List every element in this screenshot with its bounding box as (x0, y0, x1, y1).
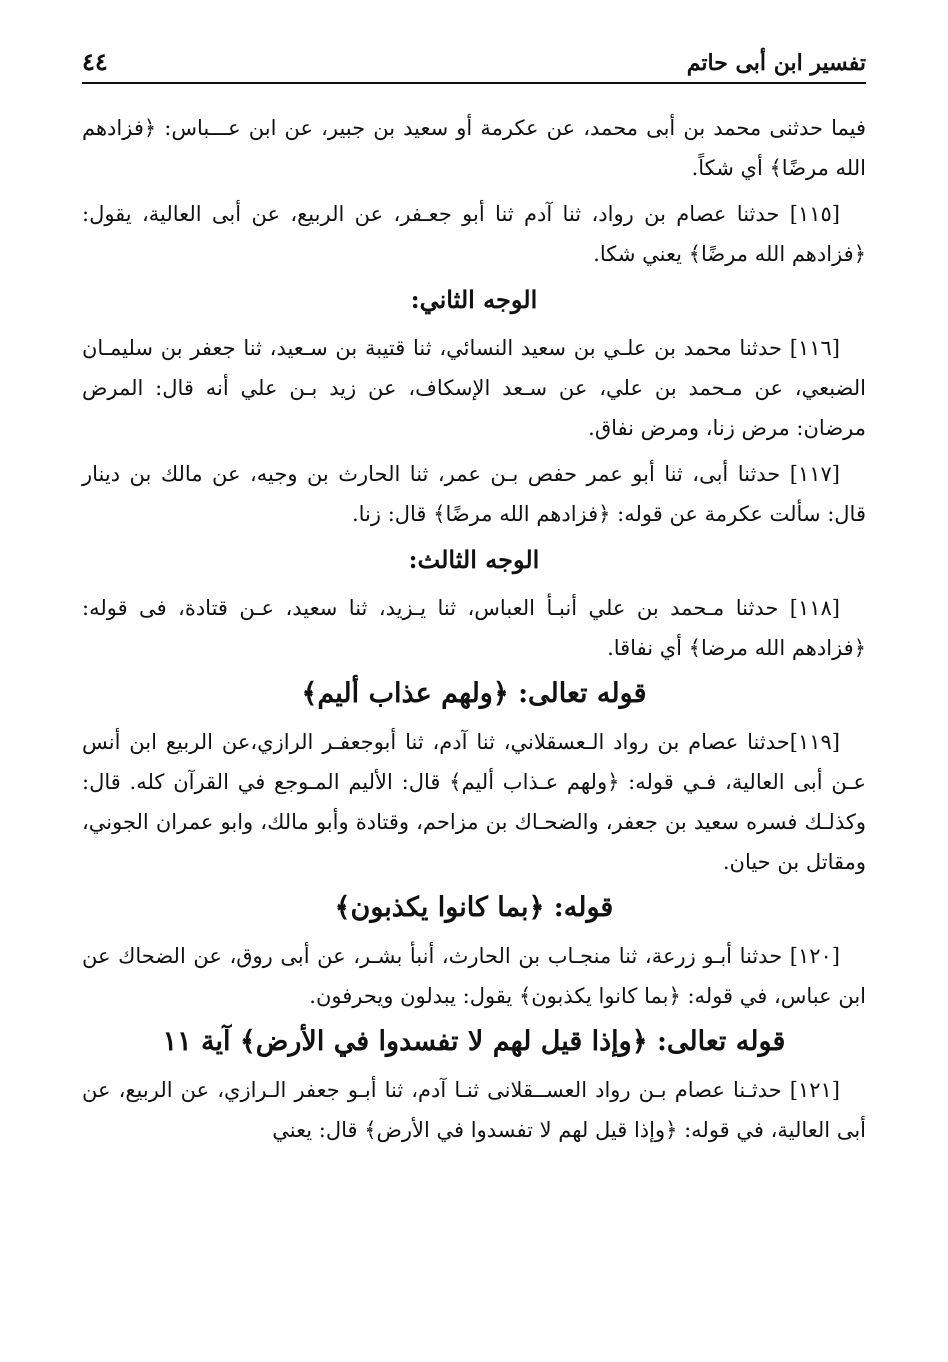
paragraph-120: [١٢٠] حدثنا أبـو زرعة، ثنا منجـاب بن الحارث، أنبأ بشـر، عن أبى روق، عن الضحاك عن ابن عباس، في قوله: ﴿بما كانوا يكذبون﴾ يقول: يبدلون ويحرفون. (82, 944, 866, 1008)
paragraph-115: [١١٥] حدثنا عصام بن رواد، ثنا آدم ثنا أبو جعـفر، عن الربيع، عن أبى العالية، يقول: ﴿فزادهم الله مرضًا﴾ يعني شكا. (82, 202, 866, 266)
running-title: تفسير ابن أبى حاتم (686, 50, 866, 76)
paragraph-continued: فيما حدثنى محمد بن أبى محمد، عن عكرمة أو سعيد بن جبير، عن ابن عـــباس: ﴿فزادهم الله مرضًا﴾ أي شكاً. (82, 116, 866, 180)
heading-third-aspect: الوجه الثالث: (408, 545, 540, 574)
heading-painful-punishment: قوله تعالى: ﴿ولهم عذاب أليم﴾ (301, 678, 647, 709)
page-number: ٤٤ (82, 47, 108, 76)
heading-ayah-11: قوله تعالى: ﴿وإذا قيل لهم لا تفسدوا في الأرض﴾ آية ١١ (162, 1026, 786, 1057)
running-header (82, 36, 866, 84)
paragraph-119: [١١٩]حدثنا عصام بن رواد الـعسقلاني، ثنا آدم، ثنا أبوجعفـر الرازي،عن الربيع ابن أنس عـن أبى العالية، فـي قوله: ﴿ولهم عـذاب أليم﴾ قال: الأليم المـوجع في القرآن كله. قال: وكذلـك فسره سعيد بن جعفر، والضحـاك بن مزاحم، وقتادة وأبو مالك، وابو عمران الجوني، ومقاتل بن حيان. (82, 730, 866, 874)
book-page (82, 36, 866, 1316)
paragraph-121: [١٢١] حدثـنا عصام بـن رواد العســقلانى ثنـا آدم، ثنا أبـو جعفر الـرازي، عن الربيع، عن أبى العالية، في قوله: ﴿وإذا قيل لهم لا تفسدوا في الأرض﴾ قال: يعني (82, 1078, 866, 1142)
page-body (82, 84, 866, 1150)
heading-second-aspect: الوجه الثاني: (410, 285, 538, 314)
heading-they-lied: قوله: ﴿بما كانوا يكذبون﴾ (334, 892, 614, 923)
paragraph-117: [١١٧] حدثنا أبى، ثنا أبو عمر حفص بـن عمر، ثنا الحارث بن وجيه، عن مالك بن دينار قال: سألت عكرمة عن قوله: ﴿فزادهم الله مرضًا﴾ قال: زنا. (82, 462, 866, 526)
paragraph-116: [١١٦] حدثنا محمد بن علـي بن سعيد النسائي، ثنا قتيبة بن سـعيد، ثنا جعفر بن سليمـان الضبعي، عن مـحمد بن علي، عن سـعد الإسكاف، عن زيد بـن علي أنه قال: المرض مرضان: مرض زنا، ومرض نفاق. (82, 336, 866, 440)
paragraph-118: [١١٨] حدثنا مـحمد بن علي أنبـأ العباس، ثنا يـزيد، ثنا سعيد، عـن قتادة، فى قوله: ﴿فزادهم الله مرضا﴾ أي نفاقا. (82, 596, 866, 660)
